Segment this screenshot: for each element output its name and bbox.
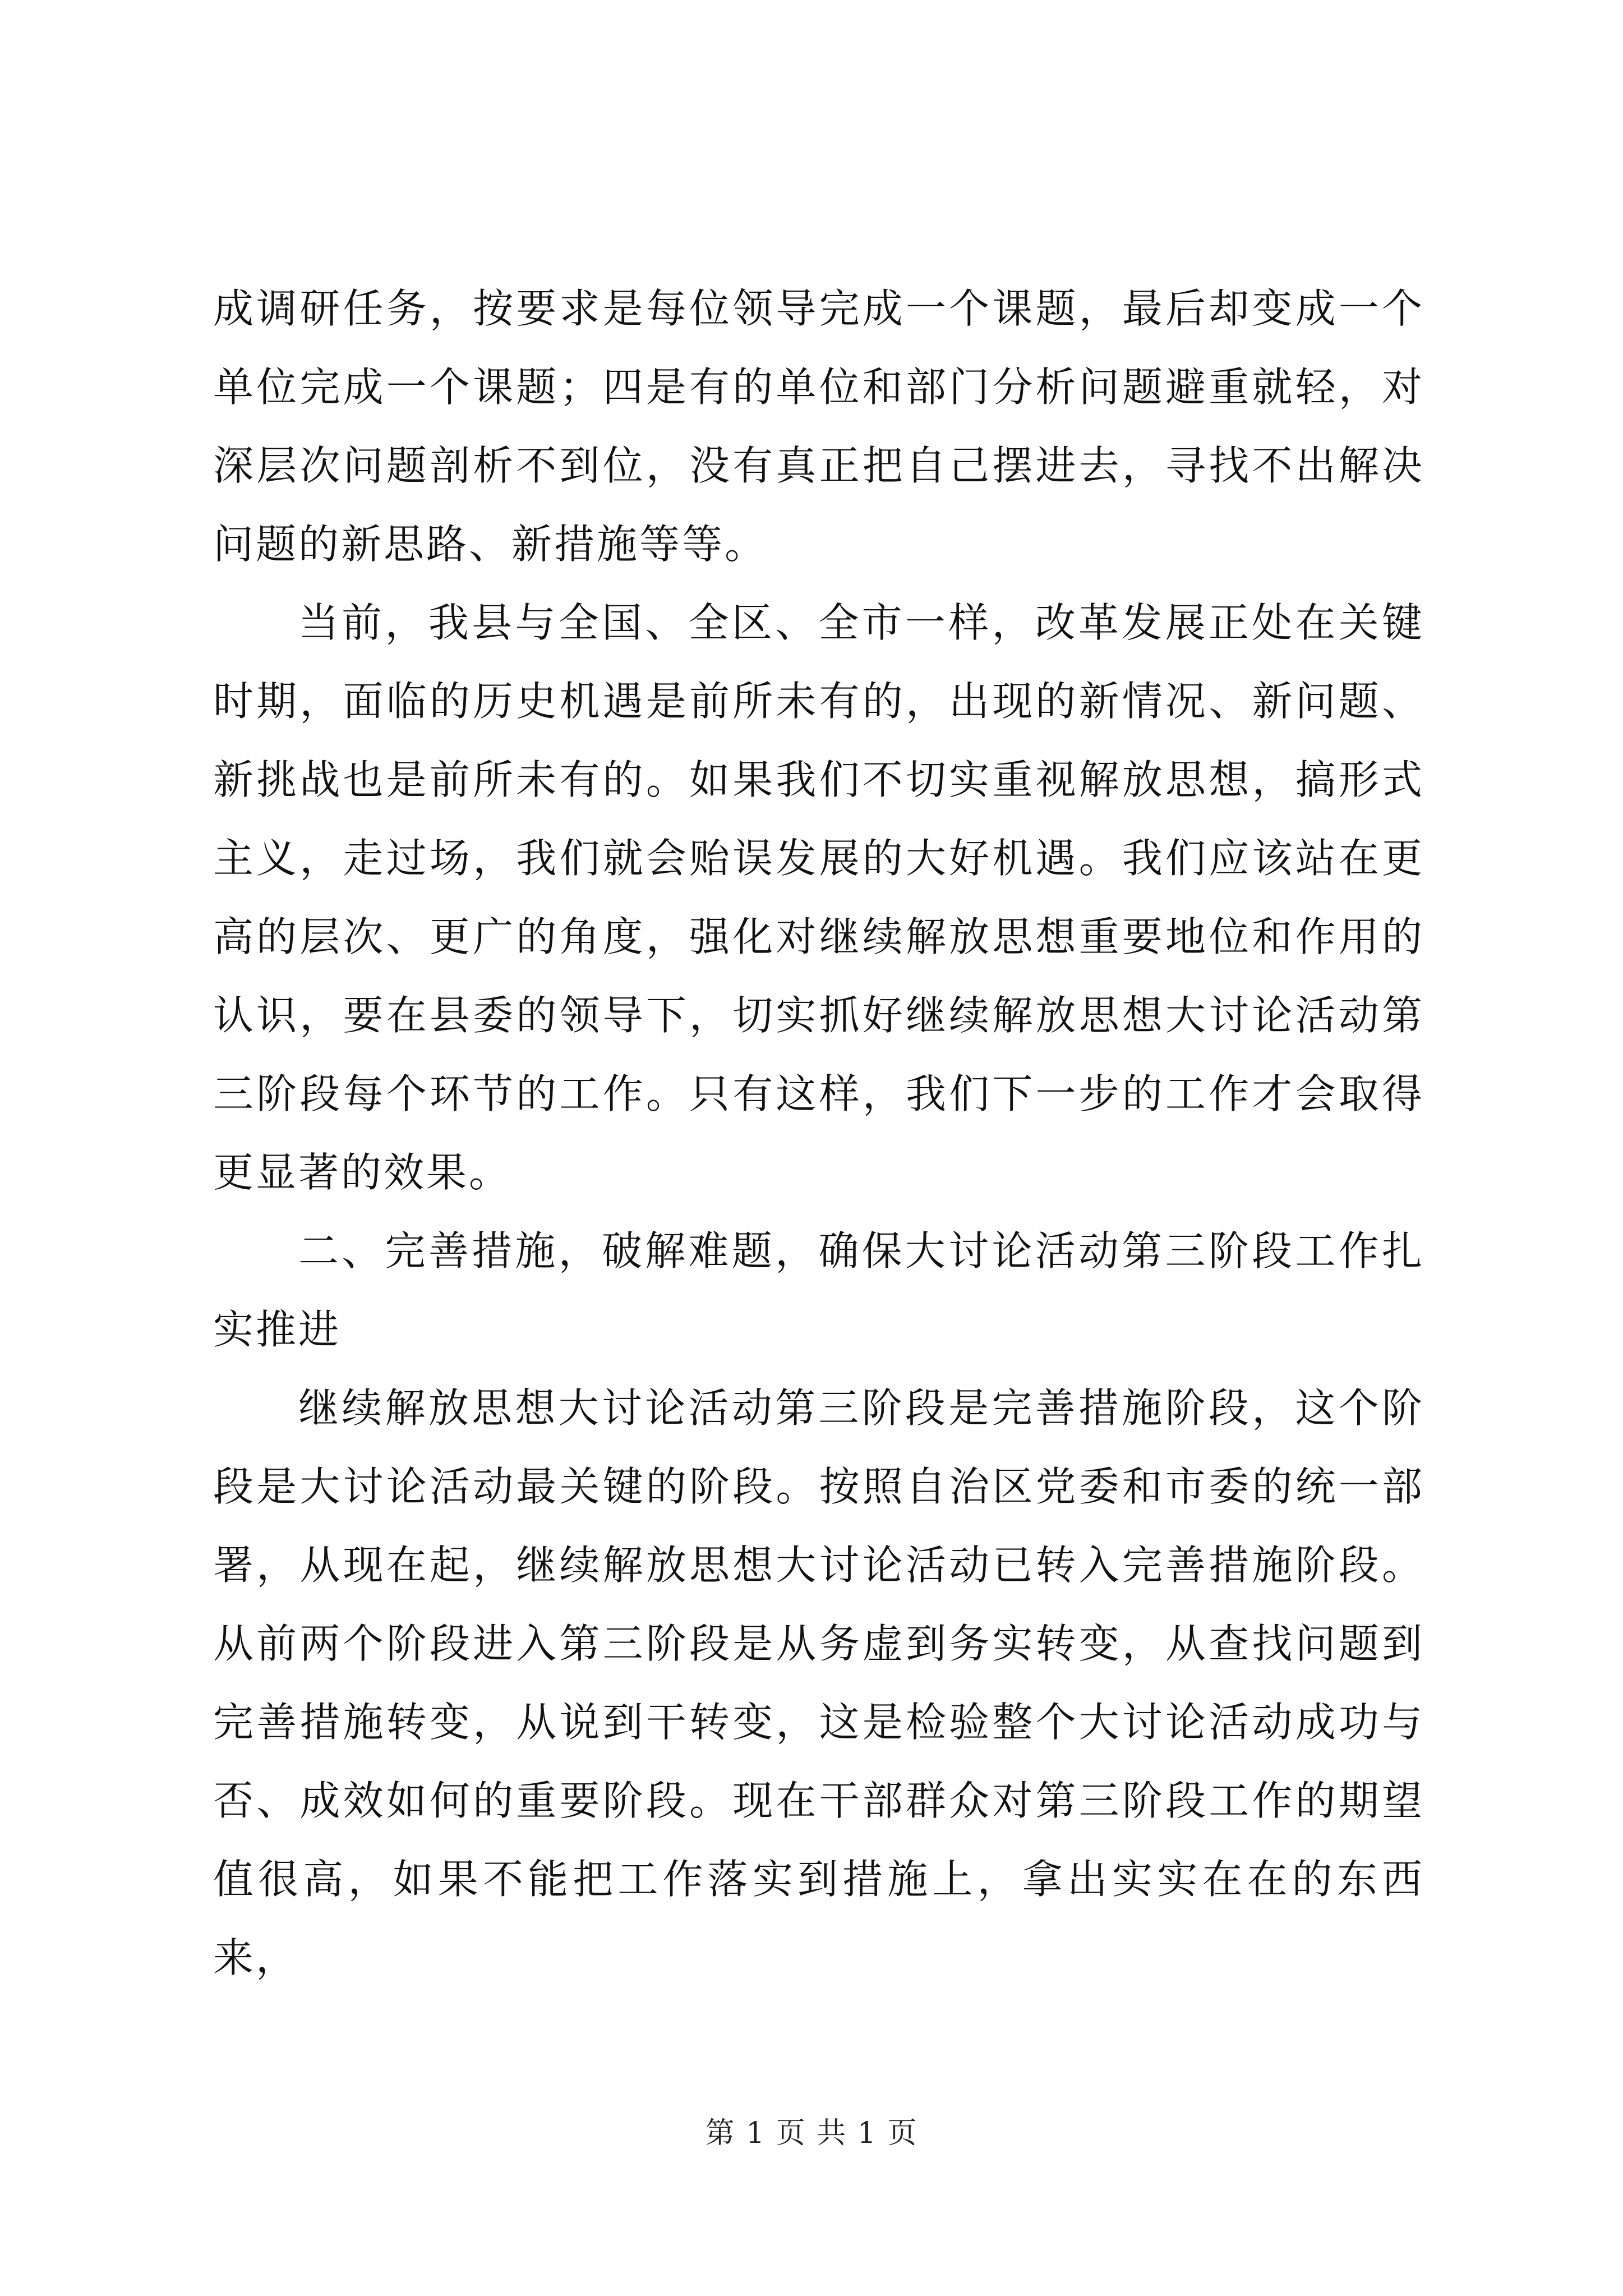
paragraph-3: 继续解放思想大讨论活动第三阶段是完善措施阶段，这个阶段是大讨论活动最关键的阶段。按照自治区党委和市委的统一部署，从现在起，继续解放思想大讨论活动已转入完善措施阶段。从前两个阶段进入第三阶段是从务虚到务实转变，从查找问题到完善措施转变，从说到干转变，这是检验整个大讨论活动成功与否、成效如何的重要阶段。现在干部群众对第三阶段工作的期望值很高，如果不能把工作落实到措施上，拿出实实在在的东西来， [213,1384,1424,1981]
document-body [213,269,1424,1997]
section-heading-2: 二、完善措施，破解难题，确保大讨论活动第三阶段工作扎实推进 [213,1227,1424,1353]
paragraph-1: 成调研任务，按要求是每位领导完成一个课题，最后却变成一个单位完成一个课题；四是有的单位和部门分析问题避重就轻，对深层次问题剖析不到位，没有真正把自己摆进去，寻找不出解决问题的新思路、新措施等等。 [213,285,1424,568]
paragraph-2: 当前，我县与全国、全区、全市一样，改革发展正处在关键时期，面临的历史机遇是前所未有的，出现的新情况、新问题、新挑战也是前所未有的。如果我们不切实重视解放思想，搞形式主义，走过场，我们就会贻误发展的大好机遇。我们应该站在更高的层次、更广的角度，强化对继续解放思想重要地位和作用的认识，要在县委的领导下，切实抓好继续解放思想大讨论活动第三阶段每个环节的工作。只有这样，我们下一步的工作才会取得更显著的效果。 [213,599,1424,1196]
page-number-footer: 第 1 页 共 1 页 [705,2116,918,2150]
